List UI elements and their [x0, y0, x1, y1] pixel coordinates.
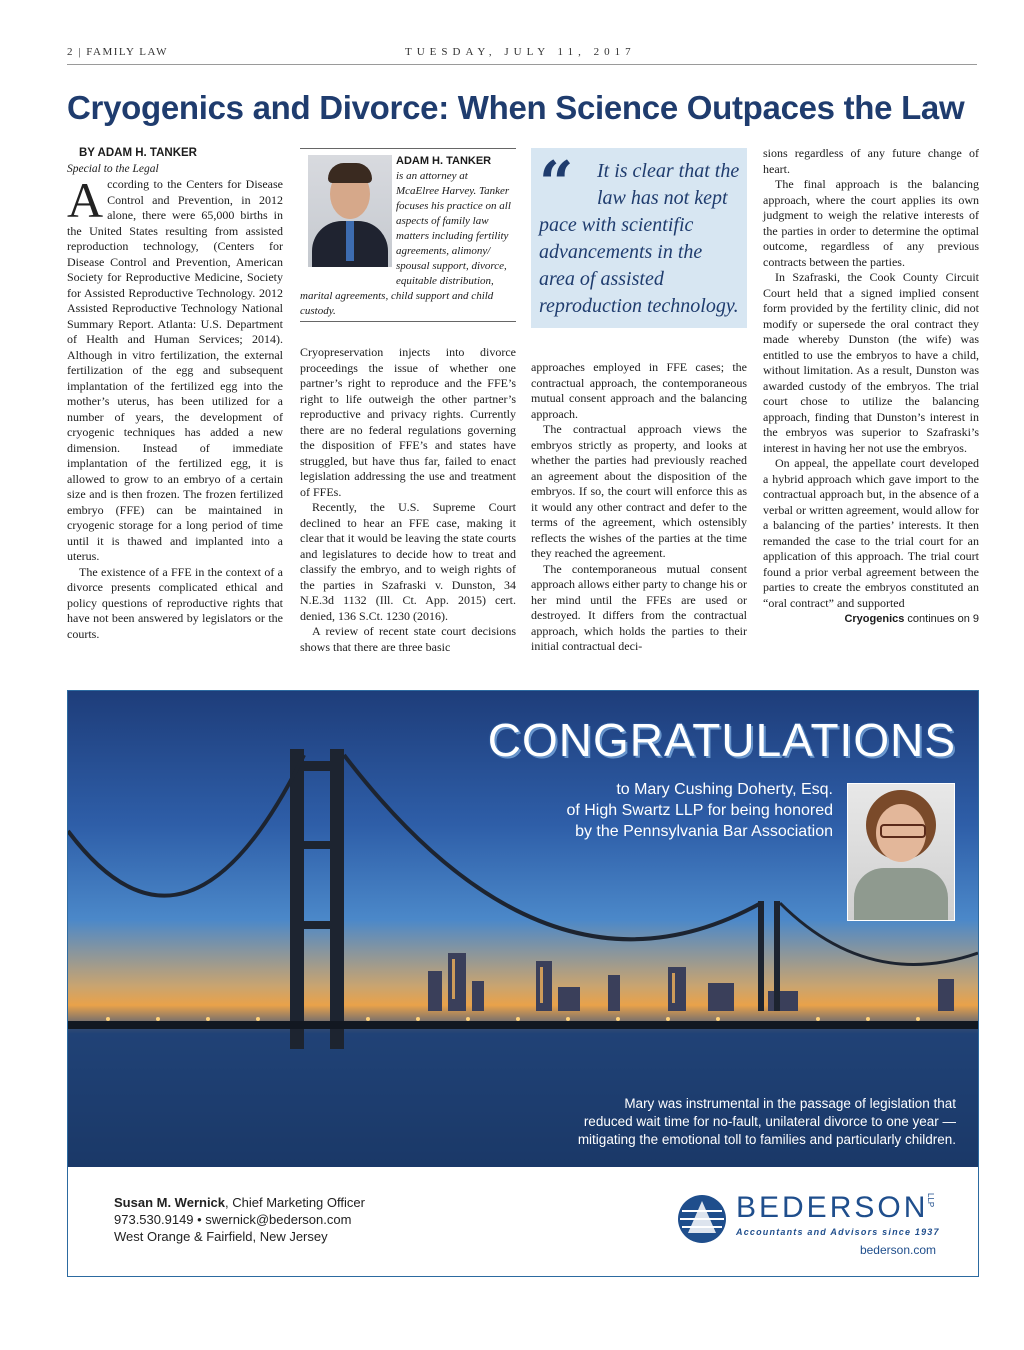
article-column-3 [531, 360, 747, 655]
continues-jump-link[interactable]: Cryogenics continues on 9 [844, 613, 979, 625]
ad-footer [68, 1167, 978, 1276]
paragraph: The contractual approach views the embryos strictly as property, and looks at whether the parties had previously reached an agreement about the disposition of the embryos. If so, the court will enforce this as it would any other contract and defer to the terms of the agreement, which ostensibly reflects the wishes of the parties at the time they reached the agreement. [531, 422, 747, 560]
honoree-text: to Mary Cushing Doherty, Esq. of High Swartz LLP for being honored by the Pennsylvania Bar Association [566, 781, 833, 840]
honoree-photo [847, 783, 955, 921]
paragraph: Cryopreservation injects into divorce proceedings the issue of whether one partner’s right to reproduce and the FFE’s right to life outweigh the other partner’s reproductive and privacy rights. Currently there are no federal regulations governing the disposition of FFE’s and states have struggled, but have thus far, failed to enact legislation addressing the use and treatment of FFEs. [300, 345, 516, 499]
paragraph: Recently, the U.S. Supreme Court declined to hear an FFE case, making it clear that it would be leaving the state courts and legislatures to decide how to treat and classify the embryo, and to weigh rights of the parties in Szafraski v. Dunston, 34 N.E.3d 1132 (Ill. Ct. App. 2015) cert. denied, 136 S.Ct. 1230 (2016). [300, 500, 516, 623]
paragraph: In Szafraski, the Cook County Circuit Court held that a signed implied consent form provided by the fertility clinic, did not modify or supersede the oral contract they made whereby Dunston (the wife) was entitled to use the embryos to have a child, without limitation. As a result, Dunston was awarded custody of the embryos. The trial court chose to utilize the balancing approach, finding that Dunston’s interest in the embryos was superior to Szafraski’s interest in having her not use the embryos. [763, 270, 979, 455]
paragraph: sions regardless of any future change of heart. [763, 146, 979, 176]
brand-name: BEDERSON [736, 1191, 929, 1224]
paragraph: On appeal, the appellate court developed a hybrid approach which gave import to the contractual approach but, in the absence of a verbal or written agreement, would allow for a balancing of the parties’ interests. It then remanded the case to the trial court for an application of this approach. The trial court found a prior verbal agreement between the parties to create the embryos constituted an “oral contract” and supported [763, 456, 979, 610]
author-bio: is an attorney at McaElree Harvey. Tanker focuses his practice on all aspects of family law matters including fertility agreements, alimony/ spousal support, divorce, equitable distribution, marital agreements, child support and child custody. [300, 170, 511, 317]
contact-name: Susan M. Wernick [114, 1195, 226, 1210]
bridge-photo [68, 691, 978, 1167]
paragraph: The final approach is the balancing approach, where the court applies its own judgment to weigh the relative interests of the parties in order to determine the optimal outcome, regardless of any previous contracts between the parties. [763, 177, 979, 269]
paragraph: The contemporaneous mutual consent approach allows either party to change his or her mind until the FFEs are used or destroyed. It differs from the contractual approach, which holds the parties to their initial contractual deci- [531, 561, 747, 653]
article-column-1 [67, 146, 283, 642]
byline: BY ADAM H. TANKER [79, 147, 197, 159]
author-info-box [300, 148, 516, 322]
drop-cap: A [67, 172, 104, 228]
quote-mark-icon: “ [539, 149, 574, 219]
article-column-2 [300, 345, 516, 655]
article-column-4 [763, 146, 979, 628]
brand-tagline: Accountants and Advisors since 1937 [736, 1227, 940, 1237]
ad-headline: CONGRATULATIONS [487, 714, 956, 766]
byline-subtitle: Special to the Legal [67, 162, 159, 175]
ad-caption: Mary was instrumental in the passage of legislation that reduced wait time for no-fault, unilateral divorce to one year — mitigating the emotional toll to families and particularly children. [577, 1096, 956, 1147]
paragraph: approaches employed in FFE cases; the contractual approach, the contemporaneous mutual consent approach and the balancing approach. [531, 360, 747, 421]
contact-phone-email[interactable]: 973.530.9149 • swernick@bederson.com [114, 1212, 352, 1227]
brand-llp: LLP [926, 1193, 935, 1208]
paragraph: The existence of a FFE in the context of a divorce presents complicated ethical and policy questions of reproductive rights that have not been answered by legislators or the courts. [67, 564, 283, 641]
paragraph: A review of recent state court decisions shows that there are three basic [300, 624, 516, 654]
contact-location: West Orange & Fairfield, New Jersey [114, 1229, 328, 1244]
paragraph: According to the Centers for Disease Control and Prevention, in 2012 alone, there were 65,000 births in the United States resulting from assisted reproduction technology, (Centers for Disease Control and Prevention, American Society for Reproductive Medicine, Society for Assisted Reproductive Technology. 2012 Assisted Reproductive Technology National Summary Report. Atlanta: U.S. Department of Health and Human Services; 2014). Although in vitro fertilization, the external fertilization of the egg and subsequent implantation of the fertilized egg into the mother’s uterus, has been utilized for a number of years, the development of cryogenic techniques has added a new dimension. Instead of immediate implantation of the fertilized egg, it is allowed to grow to an embryo of a certain size and is then frozen. The frozen fertilized embryo (FFE) can be maintained in cryogenic storage for a long period of time until it is thawed and implanted into a uterus. [67, 172, 283, 563]
pull-quote [531, 148, 747, 328]
contact-info: Susan M. Wernick, Chief Marketing Officer 973.530.9149 • swernick@bederson.com West Orange & Fairfield, New Jersey [114, 1195, 365, 1244]
issue-date: TUESDAY, JULY 11, 2017 [405, 46, 636, 58]
article-headline: Cryogenics and Divorce: When Science Outpaces the Law [67, 89, 965, 126]
author-name: ADAM H. TANKER [396, 155, 492, 167]
globe-logo-icon [676, 1193, 728, 1245]
section-label: 2 | FAMILY LAW [67, 46, 168, 58]
page-folio [67, 44, 977, 65]
pull-quote-text: It is clear that the law has not kept pace with scientific advancements in the area of assisted reproduction technology. [539, 160, 740, 317]
brand-url-link[interactable]: bederson.com [859, 1243, 936, 1257]
advertisement [67, 690, 979, 1277]
